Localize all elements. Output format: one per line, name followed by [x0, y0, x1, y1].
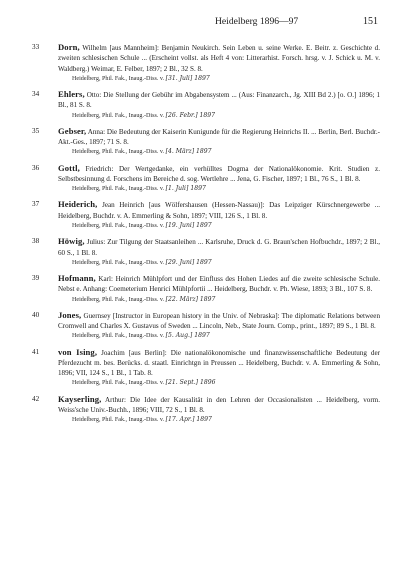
dissertation-list	[32, 42, 380, 430]
handwritten-date: [21. Sept.] 1896	[165, 379, 216, 387]
entry-description: Friedrich: Der Wertgedanke, ein verhülltes Dogma der Nationalökonomie. Krit. Studien z. Selbstbesinnung d. Forschens im Bereiche d. sog. Wertlehre ... Jena, G. Fischer, 1897; 1 Bl., 76 S., 1 Bl. 8.	[58, 164, 380, 183]
dissertation-note: Heidelberg, Phil. Fak., Inaug.-Diss. v. [1. Juli] 1897	[72, 185, 206, 193]
handwritten-date: [5. Aug.] 1897	[165, 332, 210, 340]
running-title: Heidelberg 1896—97	[215, 16, 299, 27]
author-name: Kayserling,	[58, 393, 102, 404]
entry-number: 38	[32, 237, 40, 246]
list-item	[32, 42, 380, 84]
author-name: von Ising,	[58, 346, 98, 357]
entry-text	[58, 394, 380, 426]
entry-text	[58, 347, 380, 389]
entry-number: 41	[32, 347, 40, 356]
entry-description: Wilhelm [aus Mannheim]: Benjamin Neukirch. Sein Leben u. seine Werke. E. Beitr. z. Geschichte d. zweiten schlesischen Schule ... (Erscheint vollst. als Heft 4 von: Litterarhist. Forsch. hrsg. v. J. Schick u. M. v. Waldberg.) Weimar, E. Felber, 1897; 2 Bl., 32 S. 8.	[58, 44, 380, 73]
author-name: Hofmann,	[58, 272, 96, 283]
entry-number: 33	[32, 43, 40, 51]
list-item	[32, 310, 380, 342]
entry-text	[58, 42, 380, 84]
dissertation-note: Heidelberg, Phil. Fak., Inaug.-Diss. v. [4. März] 1897	[72, 148, 212, 156]
entry-text	[58, 273, 380, 305]
dissertation-note: Heidelberg, Phil. Fak., Inaug.-Diss. v. [31. Juli] 1897	[72, 74, 210, 82]
entry-number: 37	[32, 200, 40, 209]
entry-description: Arthur: Die Idee der Kausalität in den Lehren der Occasionalisten ... Heidelberg, vorm. Weiss'sche Univ.-Buchh., 1896; VIII, 72 S., 1 Bl. 8.	[58, 395, 380, 414]
entry-description: Karl: Heinrich Mühlpfort und der Einfluss des Hohen Liedes auf die zweite schlesische Schule. Nebst e. Anhang: Coemeterium Henrici Mühlpfortii ... Heidelberg, Buchdr. v. Ph. Wiese, 1893; 3 Bl., 107 S. 8.	[58, 274, 381, 294]
dissertation-note: Heidelberg, Phil. Fak., Inaug.-Diss. v. [19. Juni] 1897	[72, 222, 212, 230]
dissertation-note: Heidelberg, Phil. Fak., Inaug.-Diss. v. [26. Febr.] 1897	[72, 111, 216, 119]
handwritten-date: [26. Febr.] 1897	[165, 111, 216, 119]
handwritten-date: [4. März] 1897	[165, 148, 212, 156]
handwritten-date: [17. Apr.] 1897	[165, 416, 212, 424]
entry-text	[58, 89, 380, 121]
entry-text	[58, 310, 380, 342]
entry-description: Jean Heinrich [aus Wölfershausen (Hessen-Nassau)]: Das Leipziger Kürschnergewerbe ... Heidelberg, Buchdr. v. A. Emmerling & Sohn, 1897; VIII, 126 S., 1 Bl. 8.	[58, 201, 380, 220]
entry-number: 42	[32, 394, 40, 403]
author-name: Jones,	[58, 309, 82, 320]
handwritten-date: [19. Juni] 1897	[165, 222, 212, 230]
handwritten-date: [29. Juni] 1897	[165, 258, 212, 266]
list-item	[32, 89, 380, 121]
entry-text	[58, 163, 380, 195]
author-name: Dorn,	[58, 42, 80, 52]
entry-text	[58, 199, 380, 231]
entry-text	[58, 126, 380, 158]
author-name: Höwig,	[58, 236, 85, 247]
entry-description: Otto: Die Stellung der Gebühr im Abgabensystem ... (Aus: Finanzarch., Jg. XIII Bd 2.) [o. O.] 1896; 1 Bl., 81 S. 8.	[58, 91, 380, 110]
author-name: Gottl,	[58, 162, 80, 173]
dissertation-note: Heidelberg, Phil. Fak., Inaug.-Diss. v. [17. Apr.] 1897	[72, 416, 212, 424]
entry-description: Anna: Die Bedeutung der Kaiserin Kunigunde für die Regierung Heinrichs II. ... Berlin, Berl. Buchdr.-Akt.-Ges., 1897; 71 S. 8.	[58, 127, 380, 147]
list-item	[32, 199, 380, 231]
list-item	[32, 126, 380, 158]
entry-number: 39	[32, 273, 40, 282]
entry-description: Joachim [aus Berlin]: Die nationalökonomische und finanzwissenschaftliche Bedeutung der Pferdezucht m. bes. Berücks. d. staatl. Einrichtgn in Preussen ... Heidelberg, Buchdr. v. A. Emmerling & Sohn, 1896; VII, 124 S., 1 Bl., 1 Tab. 8.	[58, 348, 380, 378]
entry-number: 34	[32, 90, 40, 99]
list-item	[32, 347, 380, 389]
list-item	[32, 394, 380, 426]
author-name: Ehlers,	[58, 89, 85, 100]
entry-number: 40	[32, 310, 40, 319]
entry-number: 35	[32, 126, 40, 135]
page-number: 151	[363, 16, 378, 27]
handwritten-date: [22. März] 1897	[165, 295, 216, 303]
handwritten-date: [1. Juli] 1897	[165, 185, 206, 193]
page-header	[60, 16, 378, 30]
dissertation-note: Heidelberg, Phil. Fak., Inaug.-Diss. v. [29. Juni] 1897	[72, 258, 212, 266]
list-item	[32, 273, 380, 305]
dissertation-note: Heidelberg, Phil. Fak., Inaug.-Diss. v. [5. Aug.] 1897	[72, 332, 210, 340]
dissertation-note: Heidelberg, Phil. Fak., Inaug.-Diss. v. [22. März] 1897	[72, 295, 216, 303]
entry-text	[58, 236, 380, 268]
entry-number: 36	[32, 163, 40, 172]
entry-description: Julius: Zur Tilgung der Staatsanleihen ... Karlsruhe, Druck d. G. Braun'schen Hofbuchdr., 1897; 2 Bl., 60 S., 1 Bl. 8.	[58, 238, 380, 257]
author-name: Heiderich,	[58, 199, 98, 210]
entry-description: Guernsey [Instructor in European history in the Univ. of Nebraska]: The diplomatic Relations between Cromwell and Charles X. Gustavus of Sweden ... Lincoln, Neb., State Journ. Comp., print., 1897; 89 S., 1 Bl. 8.	[58, 311, 380, 331]
dissertation-note: Heidelberg, Phil. Fak., Inaug.-Diss. v. [21. Sept.] 1896	[72, 379, 216, 387]
handwritten-date: [31. Juli] 1897	[165, 74, 210, 82]
list-item	[32, 236, 380, 268]
list-item	[32, 163, 380, 195]
author-name: Gebser,	[58, 125, 87, 136]
